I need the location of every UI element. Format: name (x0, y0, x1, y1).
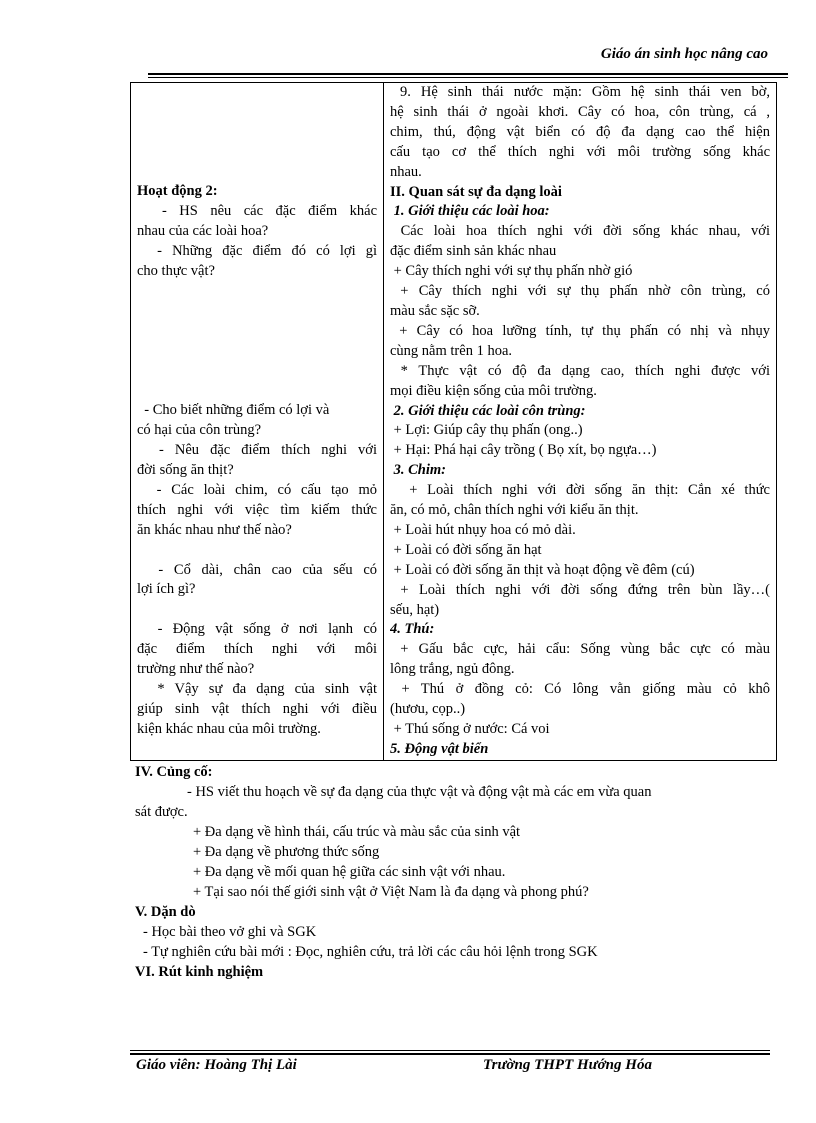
activity-line (137, 123, 377, 143)
activity-heading: Hoạt động 2: (137, 183, 218, 200)
activity-line (137, 600, 377, 620)
activity-line: - Các loài chim, có cấu tạo mỏ (137, 481, 377, 498)
activity-line: - Những đặc điểm đó có lợi gì (137, 243, 377, 260)
content-line: + Loài hút nhụy hoa có mỏ dài. (390, 521, 576, 538)
content-line: 9. Hệ sinh thái nước mặn: Gồm hệ sinh thái ven bờ, (390, 84, 770, 100)
content-line: + Loài thích nghi với đời sống đứng trên bùn lầy…( (390, 581, 770, 598)
activity-line (137, 143, 377, 163)
activity-line (137, 302, 377, 322)
content-line: + Cây thích nghi với sự thụ phấn nhờ gió (390, 263, 633, 280)
content-heading: 2. Giới thiệu các loài côn trùng: (390, 402, 586, 419)
activity-column (131, 83, 384, 761)
content-line: + Gấu bắc cực, hải cẩu: Sống vùng bắc cực có màu (390, 641, 770, 658)
content-heading: 4. Thú: (390, 621, 435, 638)
content-line: sếu, hạt) (390, 601, 440, 618)
activity-line (137, 381, 377, 401)
content-line: nhau. (390, 163, 422, 180)
content-heading: 1. Giới thiệu các loài hoa: (390, 203, 550, 220)
closing-sections (135, 762, 785, 982)
header-rule-thick (148, 73, 788, 75)
footer-rule-thin (130, 1050, 770, 1051)
activity-line: - Động vật sống ở nơi lạnh có (137, 621, 377, 638)
lesson-table (130, 82, 777, 761)
activity-line: cho thực vật? (137, 263, 215, 280)
content-column (384, 83, 777, 761)
activity-line: đời sống ăn thịt? (137, 462, 234, 479)
activity-line: đặc điểm thích nghi với môi (137, 641, 377, 658)
activity-line (137, 83, 377, 103)
activity-line: thích nghi với việc tìm kiếm thức (137, 501, 377, 518)
content-line: hệ sinh thái ở ngoài khơi. Cây có hoa, côn trùng, cá , (390, 103, 770, 120)
activity-line: kiện khác nhau của môi trường. (137, 720, 321, 737)
activity-line: ăn khác nhau như thế nào? (137, 521, 292, 538)
activity-line (137, 103, 377, 123)
content-line: + Loài có đời sống ăn hạt (390, 541, 542, 558)
content-line: + Lợi: Giúp cây thụ phấn (ong..) (390, 422, 583, 439)
activity-line (137, 322, 377, 342)
content-line: * Thực vật có độ đa dạng cao, thích nghi được với (390, 362, 770, 379)
activity-line (137, 740, 377, 760)
section-4-paragraph-line-1: - HS viết thu hoạch về sự đa dạng của thực vật và động vật mà các em vừa quan (187, 784, 652, 800)
section-4-item: + Đa dạng về hình thái, cấu trúc và màu sắc của sinh vật (193, 824, 521, 840)
content-line: + Hại: Phá hại cây trồng ( Bọ xít, bọ ngựa…) (390, 442, 657, 459)
activity-line (137, 541, 377, 561)
activity-line: giúp sinh vật thích nghi với điều (137, 700, 377, 717)
activity-line (137, 163, 377, 183)
activity-line (137, 362, 377, 382)
activity-line: lợi ích gì? (137, 581, 196, 598)
content-line: (hươu, cọp..) (390, 701, 466, 718)
content-line: chim, thú, động vật biển có độ đa dạng cao thể hiện (390, 123, 770, 140)
section-5-heading: V. Dặn dò (135, 904, 196, 920)
content-line: cùng nằm trên 1 hoa. (390, 342, 513, 359)
content-line: + Cây thích nghi với sự thụ phấn nhờ côn trùng, có (390, 283, 770, 300)
content-line: + Loài thích nghi với đời sống ăn thịt: Cắn xé thức (390, 482, 770, 499)
content-line: + Thú sống ở nước: Cá voi (390, 721, 550, 737)
content-line: màu sắc sặc sỡ. (390, 302, 480, 319)
activity-line (137, 342, 377, 362)
content-heading: 5. Động vật biển (390, 740, 489, 757)
header-rule-thin (148, 77, 788, 78)
section-4-item: + Đa dạng về phương thức sống (193, 844, 380, 860)
activity-line: - Cho biết những điểm có lợi và (137, 402, 330, 419)
section-5-item: - Tự nghiên cứu bài mới : Đọc, nghiên cứu, trả lời các câu hỏi lệnh trong SGK (143, 944, 598, 960)
content-line: cấu tạo cơ thể thích nghi với môi trường sống khác (390, 143, 770, 160)
content-line: + Cây có hoa lưỡng tính, tự thụ phấn có nhị và nhụy (390, 322, 770, 339)
content-heading: II. Quan sát sự đa dạng loài (390, 183, 562, 200)
content-line: mọi điều kiện sống của môi trường. (390, 382, 597, 399)
content-line: ăn, có mỏ, chân thích nghi với kiểu ăn thịt. (390, 502, 639, 519)
footer-school: Trường THPT Hướng Hóa (483, 1057, 652, 1073)
page-header-title: Giáo án sinh học nâng cao (600, 46, 768, 62)
content-line: + Thú ở đồng cỏ: Có lông vằn giống màu cỏ khô (390, 681, 770, 698)
section-6-heading: VI. Rút kinh nghiệm (135, 964, 264, 980)
activity-line: nhau của các loài hoa? (137, 223, 269, 240)
activity-line: * Vậy sự đa dạng của sinh vật (137, 680, 377, 697)
footer-rule-thick (130, 1053, 770, 1055)
activity-line: trường như thế nào? (137, 661, 255, 678)
content-line: đặc điểm sinh sản khác nhau (390, 243, 557, 260)
content-line: lông trắng, ngủ đông. (390, 661, 515, 678)
activity-line: - HS nêu các đặc điểm khác (137, 203, 377, 220)
section-5-item: - Học bài theo vở ghi và SGK (143, 924, 317, 940)
section-4-item: + Đa dạng về mối quan hệ giữa các sinh vật với nhau. (193, 864, 506, 880)
content-line: Các loài hoa thích nghi với đời sống khác nhau, với (390, 223, 770, 240)
activity-line (137, 282, 377, 302)
section-4-paragraph-line-2: sát được. (135, 804, 188, 820)
activity-line: - Nêu đặc điểm thích nghi với (137, 442, 377, 459)
activity-line: có hại của côn trùng? (137, 422, 262, 439)
content-line: + Loài có đời sống ăn thịt và hoạt động về đêm (cú) (390, 561, 695, 578)
section-4-item: + Tại sao nói thế giới sinh vật ở Việt Nam là đa dạng và phong phú? (193, 884, 589, 900)
footer-teacher: Giáo viên: Hoàng Thị Lài (136, 1057, 297, 1073)
content-heading: 3. Chim: (390, 462, 446, 479)
section-4-heading: IV. Củng cố: (135, 764, 213, 780)
activity-line: - Cổ dài, chân cao của sếu có (137, 561, 377, 578)
